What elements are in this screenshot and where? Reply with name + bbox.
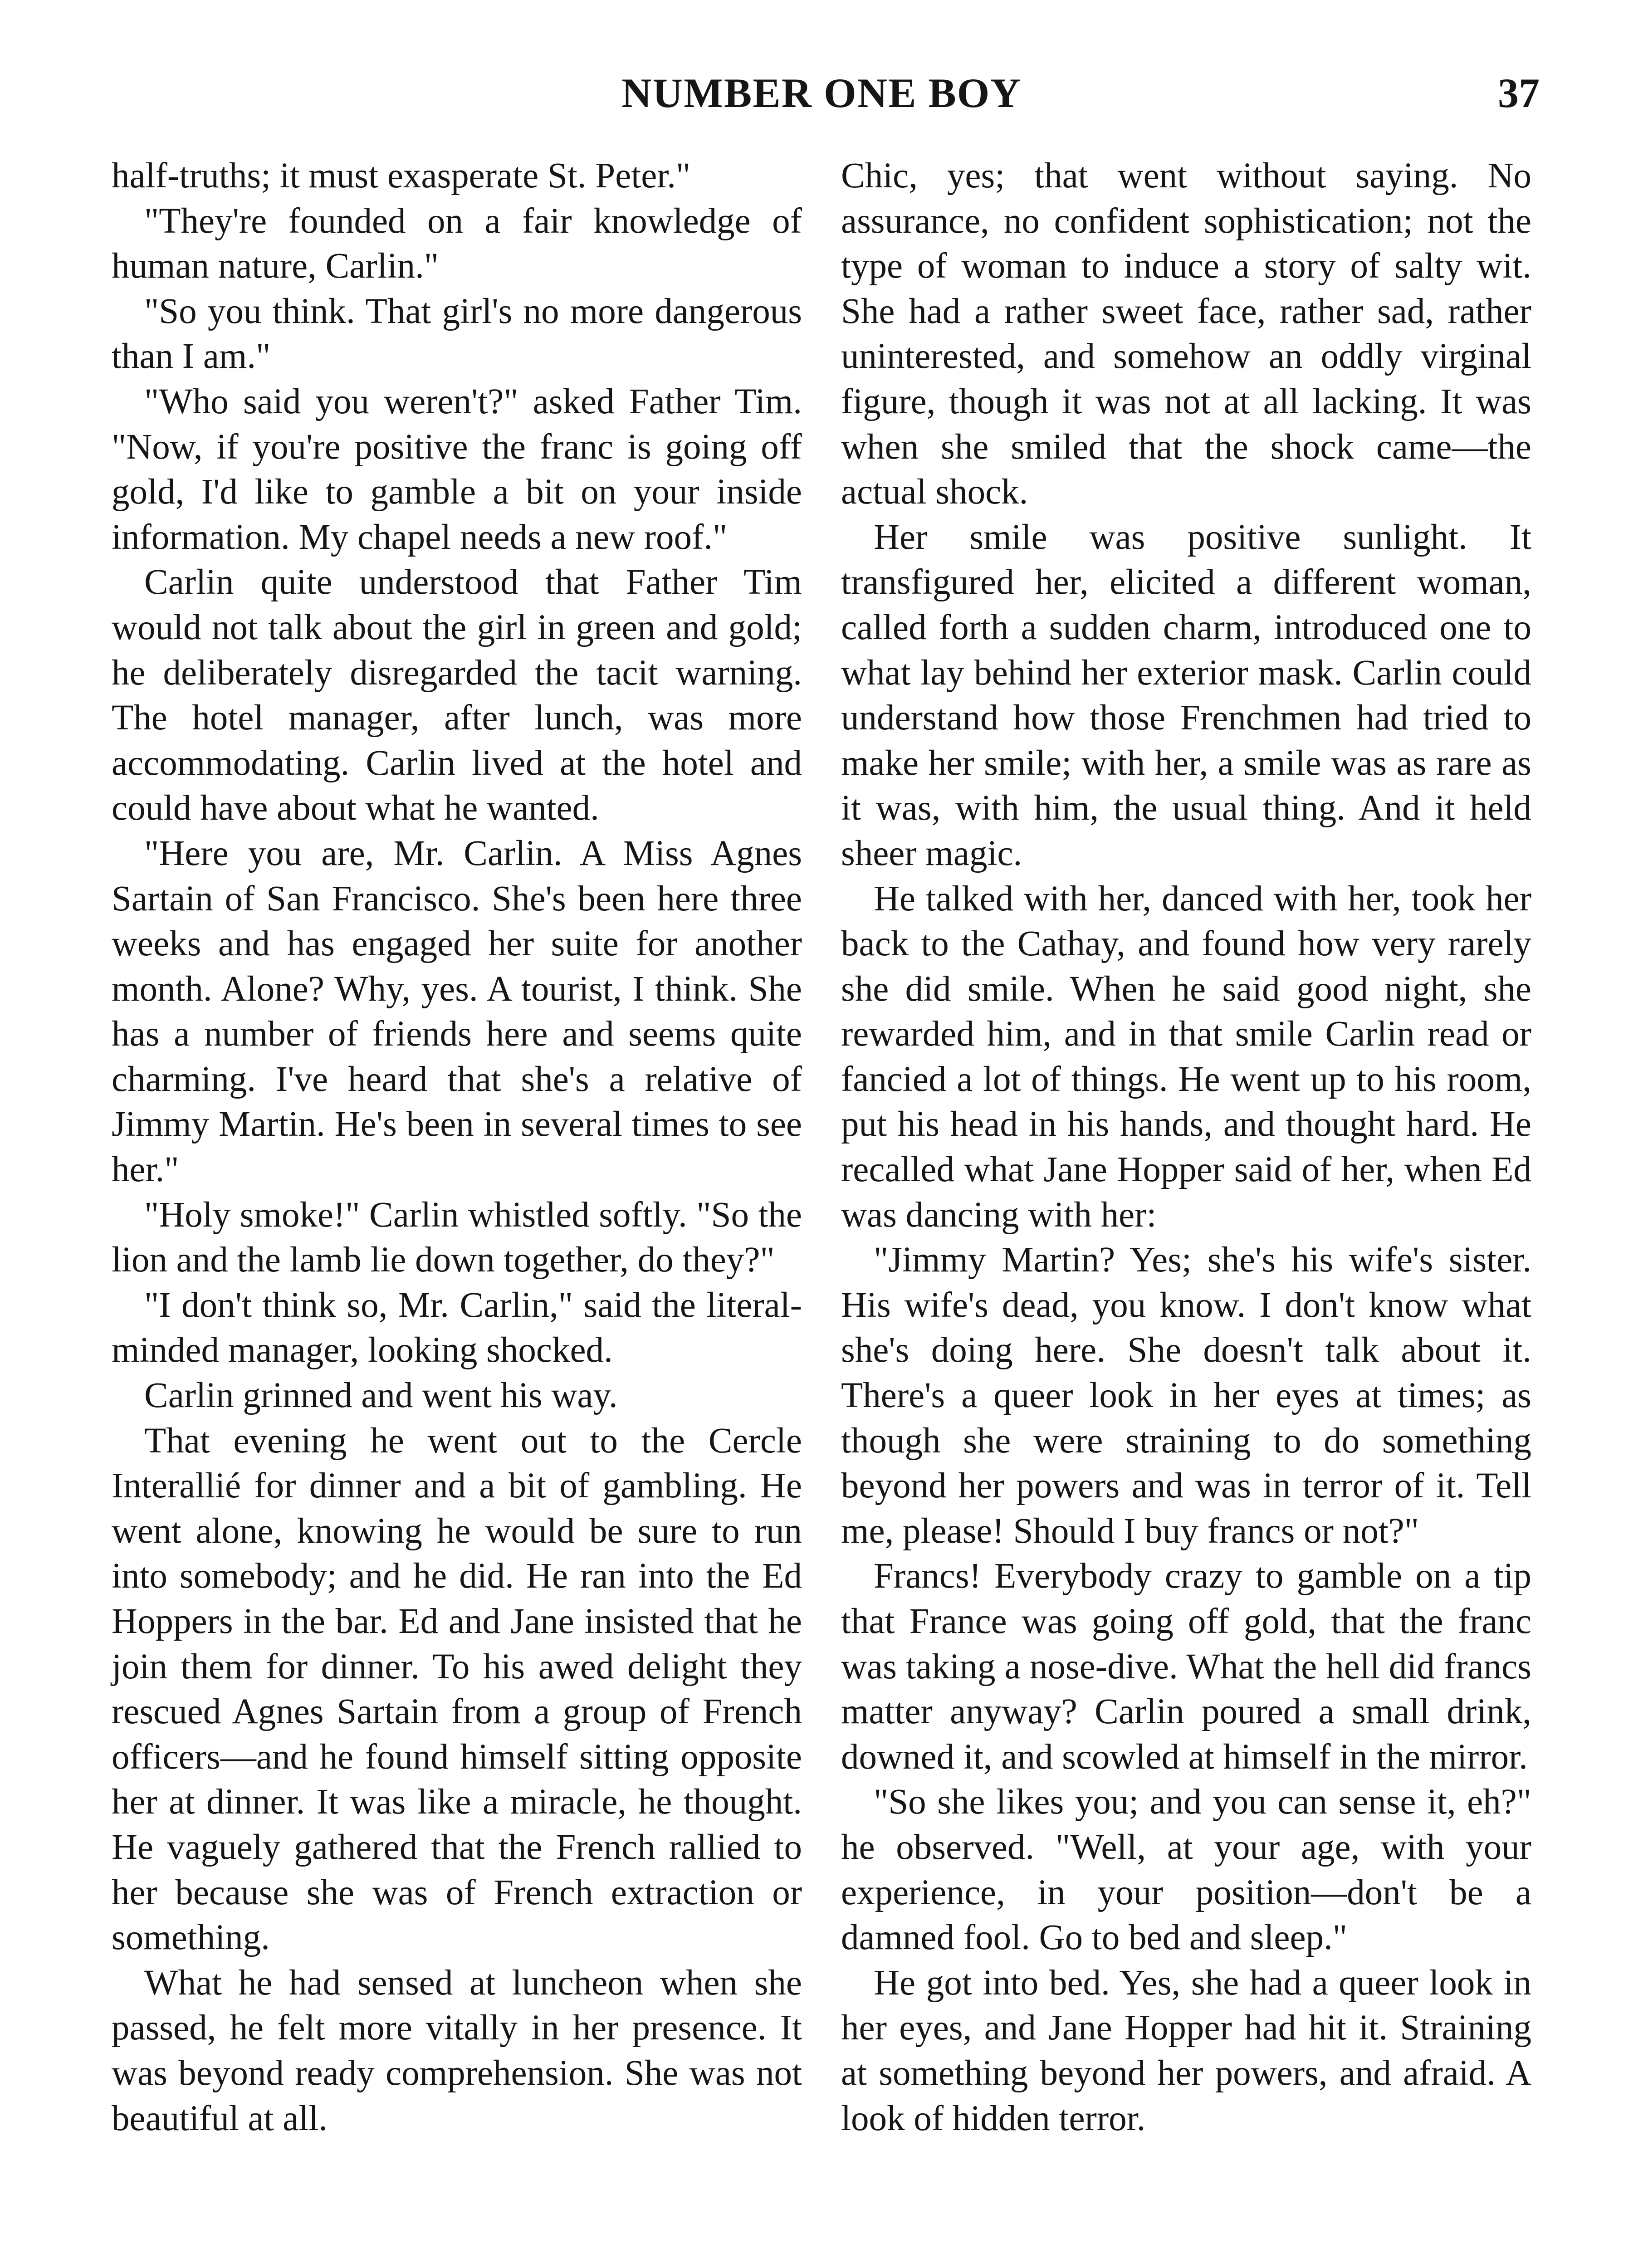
paragraph: "Jimmy Martin? Yes; she's his wife's sister. His wife's dead, you know. I don't know what she's doing here. She doesn't talk about it. There's a queer look in her eyes at times; as though she were straining to do something beyond her powers and was in terror of it. Tell me, please! Should I buy francs or not?" bbox=[841, 1240, 1531, 1551]
paragraph: "So you think. That girl's no more dangerous than I am." bbox=[112, 291, 802, 376]
paragraph: He got into bed. Yes, she had a queer look in her eyes, and Jane Hopper had hit it. Straining at something beyond her powers, and afraid. A look of hidden terror. bbox=[841, 1963, 1531, 2138]
paragraph: Her smile was positive sunlight. It transfigured her, elicited a different woman, called forth a sudden charm, introduced one to what lay behind her exterior mask. Carlin could understand how those Frenchmen had tried to make her smile; with her, a smile was as rare as it was, with him, the usual thing. And it held sheer magic. bbox=[841, 517, 1531, 873]
left-column bbox=[112, 153, 802, 2141]
paragraph: "So she likes you; and you can sense it, eh?" he observed. "Well, at your age, with your experience, in your position—don't be a damned fool. Go to bed and sleep." bbox=[841, 1782, 1531, 1958]
paragraph: Francs! Everybody crazy to gamble on a tip that France was going off gold, that the franc was taking a nose-dive. What the hell did francs matter anyway? Carlin poured a small drink, downed it, and scowled at himself in the mirror. bbox=[841, 1556, 1531, 1777]
paragraph: "I don't think so, Mr. Carlin," said the literal-minded manager, looking shocked. bbox=[112, 1285, 802, 1370]
paragraph: half-truths; it must exasperate St. Peter." bbox=[112, 156, 691, 196]
paragraph: "Who said you weren't?" asked Father Tim. "Now, if you're positive the franc is going off gold, I'd like to gamble a bit on your inside information. My chapel needs a new roof." bbox=[112, 381, 802, 557]
paragraph: Chic, yes; that went without saying. No assurance, no confident sophistication; not the type of woman to induce a story of salty wit. She had a rather sweet face, rather sad, rather uninterested, and somehow an oddly virginal figure, though it was not at all lacking. It was when she smiled that the shock came—the actual shock. bbox=[841, 156, 1531, 512]
paragraph: "Here you are, Mr. Carlin. A Miss Agnes Sartain of San Francisco. She's been here three weeks and has engaged her suite for another month. Alone? Why, yes. A tourist, I think. She has a number of friends here and seems quite charming. I've heard that she's a relative of Jimmy Martin. He's been in several times to see her." bbox=[112, 833, 802, 1190]
paragraph: "Holy smoke!" Carlin whistled softly. "So the lion and the lamb lie down together, do they?" bbox=[112, 1195, 802, 1280]
paragraph: That evening he went out to the Cercle Interallié for dinner and a bit of gambling. He went alone, knowing he would be sure to run into somebody; and he did. He ran into the Ed Hoppers in the bar. Ed and Jane insisted that he join them for dinner. To his awed delight they rescued Agnes Sartain from a group of French officers—and he found himself sitting opposite her at dinner. It was like a miracle, he thought. He vaguely gathered that the French rallied to her because she was of French extraction or something. bbox=[112, 1421, 802, 1958]
paragraph: What he had sensed at luncheon when she passed, he felt more vitally in her presence. It was beyond ready comprehension. She was not beautiful at all. bbox=[112, 1963, 802, 2138]
paragraph: "They're founded on a fair knowledge of human nature, Carlin." bbox=[112, 201, 802, 286]
paragraph: Carlin grinned and went his way. bbox=[144, 1376, 618, 1416]
right-column bbox=[841, 153, 1531, 2141]
page-number: 37 bbox=[1498, 70, 1540, 116]
running-head bbox=[0, 68, 1643, 118]
paragraph: Carlin quite understood that Father Tim would not talk about the girl in green and gold; he deliberately disregarded the tacit warning. The hotel manager, after lunch, was more accommodating. Carlin lived at the hotel and could have about what he wanted. bbox=[112, 562, 802, 828]
book-title: NUMBER ONE BOY bbox=[621, 70, 1022, 116]
paragraph: He talked with her, danced with her, took her back to the Cathay, and found how very rarely she did smile. When he said good night, she rewarded him, and in that smile Carlin read or fancied a lot of things. He went up to his room, put his head in his hands, and thought hard. He recalled what Jane Hopper said of her, when Ed was dancing with her: bbox=[841, 879, 1531, 1235]
